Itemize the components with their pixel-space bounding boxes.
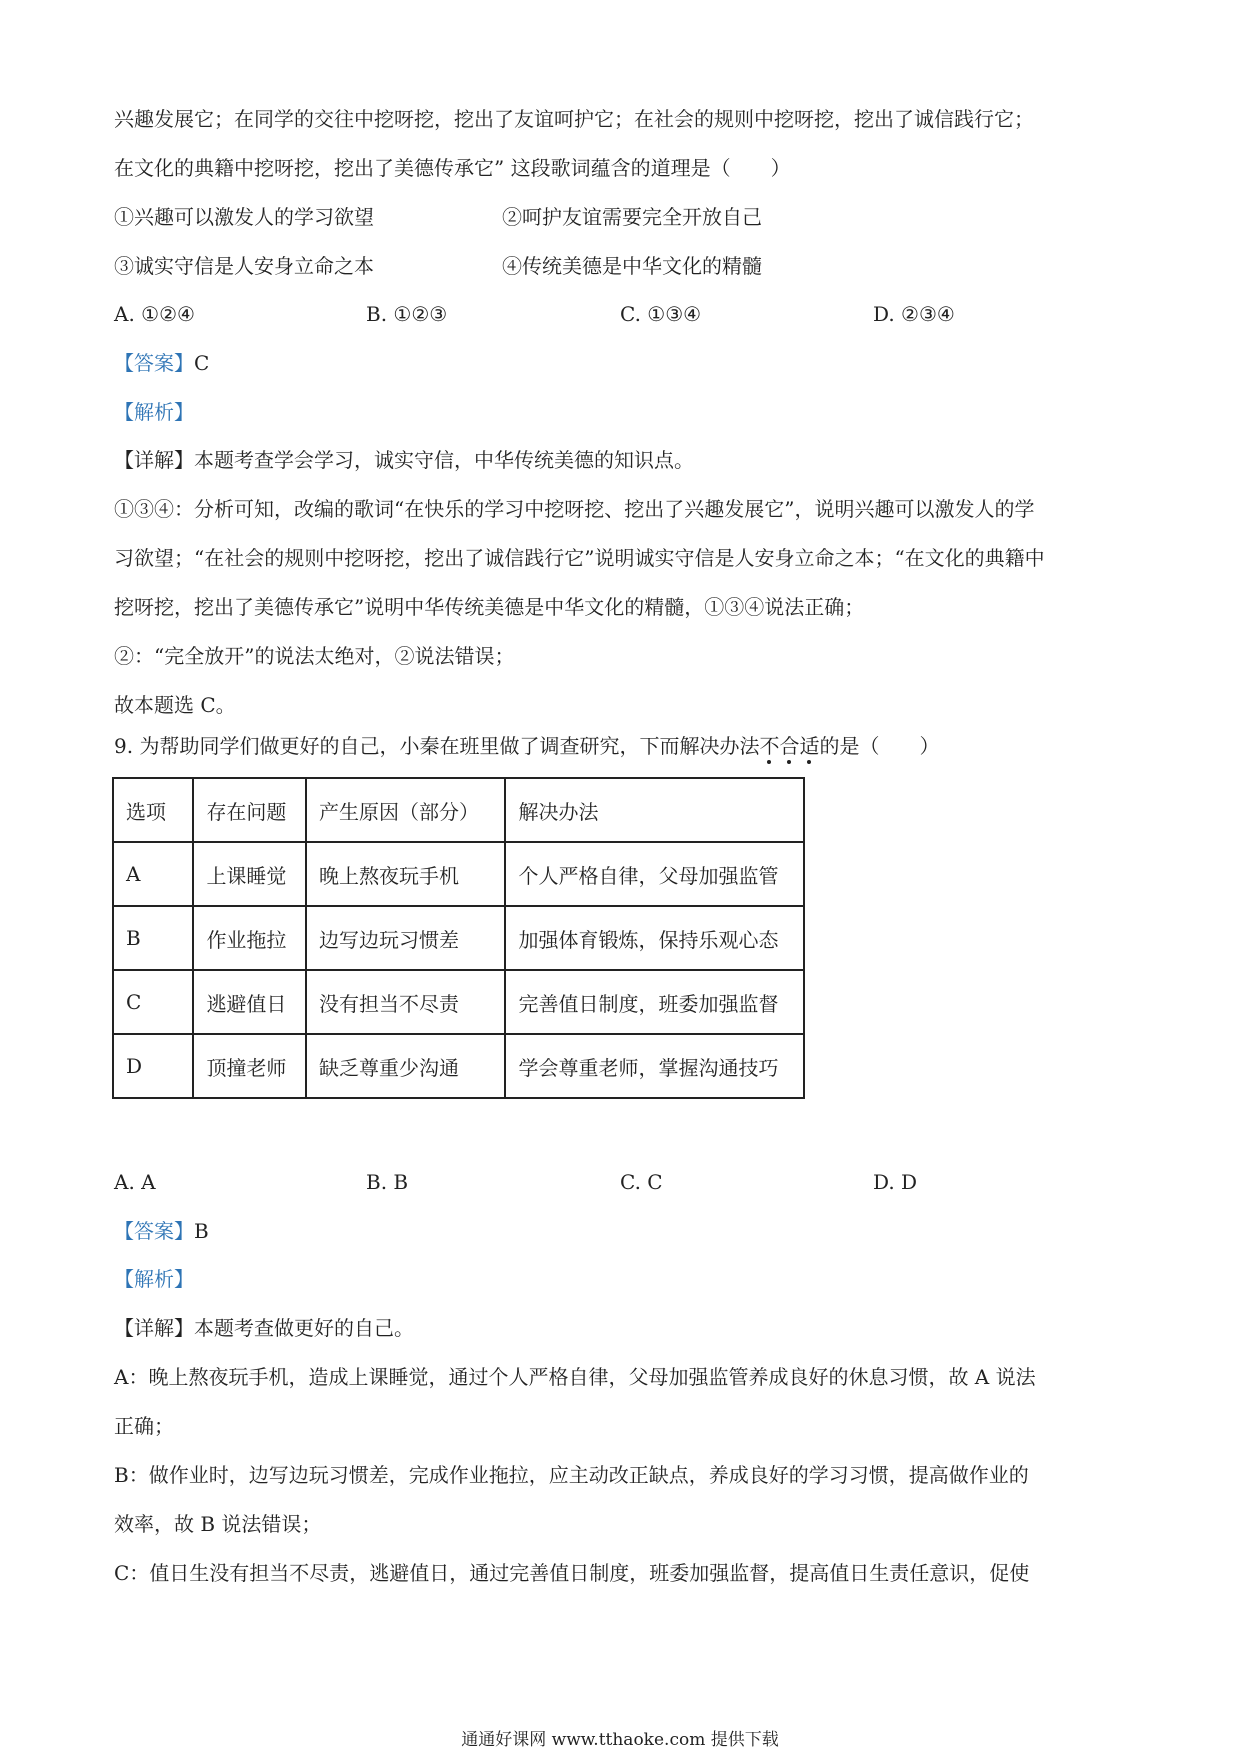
table-cell: 完善值日制度，班委加强监督 <box>505 970 804 1034</box>
table-header-cell: 解决办法 <box>505 778 804 842</box>
answer-tag: 【答案】 <box>114 1219 194 1243</box>
table-header-row <box>113 778 804 842</box>
table-cell: 没有担当不尽责 <box>306 970 505 1034</box>
answer-value: C <box>194 351 210 375</box>
q9-explain-line: B：做作业时，边写边玩习惯差，完成作业拖拉，应主动改正缺点，养成良好的学习习惯，提高做作业的 <box>114 1463 1029 1487</box>
q8-option-c: C. ①③④ <box>620 302 702 326</box>
table-header-cell: 存在问题 <box>193 778 306 842</box>
table-header-cell: 选项 <box>113 778 193 842</box>
table-cell: 加强体育锻炼，保持乐观心态 <box>505 906 804 970</box>
table-cell: 作业拖拉 <box>193 906 306 970</box>
table-cell: 逃避值日 <box>193 970 306 1034</box>
q9-detail <box>114 1316 414 1340</box>
q8-statement-2: ②呵护友谊需要完全开放自己 <box>502 205 762 229</box>
table-cell: C <box>113 970 193 1034</box>
q8-explain-line: 习欲望；“在社会的规则中挖呀挖，挖出了诚信践行它”说明诚实守信是人安身立命之本；“在文化的典籍中 <box>114 546 1045 570</box>
q8-option-a: A. ①②④ <box>114 302 195 326</box>
emphasis-char: 合 <box>779 734 800 758</box>
table-row <box>113 906 804 970</box>
q8-detail <box>114 448 694 472</box>
table-cell: 晚上熬夜玩手机 <box>306 842 505 906</box>
table-row <box>113 842 804 906</box>
q8-stem-line2: 在文化的典籍中挖呀挖，挖出了美德传承它” 这段歌词蕴含的道理是（ ） <box>114 156 791 180</box>
q9-option-a: A. A <box>114 1170 156 1194</box>
q8-explain-line: ②：“完全放开”的说法太绝对，②说法错误； <box>114 644 515 668</box>
q9-stem-text: 的是（ ） <box>819 734 940 758</box>
table-row <box>113 1034 804 1098</box>
q8-explain-line: ①③④：分析可知，改编的歌词“在快乐的学习中挖呀挖、挖出了兴趣发展它”，说明兴趣可以激发人的学 <box>114 497 1035 521</box>
table-cell: B <box>113 906 193 970</box>
detail-tag: 【详解】 <box>114 1316 194 1340</box>
q8-statement-3: ③诚实守信是人安身立命之本 <box>114 254 374 278</box>
q9-stem-text: 9. 为帮助同学们做更好的自己，小秦在班里做了调查研究，下而解决办法 <box>114 734 760 758</box>
detail-text: 本题考查学会学习，诚实守信，中华传统美德的知识点。 <box>194 448 694 472</box>
table-cell: D <box>113 1034 193 1098</box>
table-cell: 缺乏尊重少沟通 <box>306 1034 505 1098</box>
detail-tag: 【详解】 <box>114 448 194 472</box>
q9-explain-line: A：晚上熬夜玩手机，造成上课睡觉，通过个人严格自律，父母加强监管养成良好的休息习惯，故 A 说法 <box>114 1365 1036 1389</box>
q8-statement-4: ④传统美德是中华文化的精髓 <box>502 254 762 278</box>
table-row <box>113 970 804 1034</box>
q9-answer <box>114 1219 209 1243</box>
q8-answer <box>114 351 209 375</box>
page-footer: 通通好课网 www.tthaoke.com 提供下载 <box>461 1730 779 1750</box>
q9-explain-line: 正确； <box>114 1414 174 1438</box>
emphasis-char: 不 <box>759 734 780 758</box>
detail-text: 本题考查做更好的自己。 <box>194 1316 414 1340</box>
table-cell: 学会尊重老师，掌握沟通技巧 <box>505 1034 804 1098</box>
q9-table <box>112 777 805 1099</box>
table-cell: 边写边玩习惯差 <box>306 906 505 970</box>
q9-option-c: C. C <box>620 1170 663 1194</box>
table-cell: A <box>113 842 193 906</box>
q8-explain-line: 故本题选 C。 <box>114 693 236 717</box>
emphasis-char: 适 <box>799 734 820 758</box>
q9-option-b: B. B <box>366 1170 409 1194</box>
q8-analysis-tag: 【解析】 <box>114 400 194 424</box>
table-header-cell: 产生原因（部分） <box>306 778 505 842</box>
q8-statement-1: ①兴趣可以激发人的学习欲望 <box>114 205 374 229</box>
q9-stem <box>114 734 939 758</box>
table-cell: 个人严格自律，父母加强监管 <box>505 842 804 906</box>
answer-tag: 【答案】 <box>114 351 194 375</box>
q9-option-d: D. D <box>873 1170 918 1194</box>
q8-option-d: D. ②③④ <box>873 302 955 326</box>
q9-explain-line: 效率，故 B 说法错误； <box>114 1512 322 1536</box>
q8-option-b: B. ①②③ <box>366 302 448 326</box>
table-cell: 上课睡觉 <box>193 842 306 906</box>
answer-value: B <box>194 1219 209 1243</box>
q9-explain-line: C：值日生没有担当不尽责，逃避值日，通过完善值日制度，班委加强监督，提高值日生责任意识，促使 <box>114 1561 1030 1585</box>
table-cell: 顶撞老师 <box>193 1034 306 1098</box>
q8-stem-line1: 兴趣发展它；在同学的交往中挖呀挖，挖出了友谊呵护它；在社会的规则中挖呀挖，挖出了诚信践行它； <box>114 107 1034 131</box>
q8-explain-line: 挖呀挖，挖出了美德传承它”说明中华传统美德是中华文化的精髓，①③④说法正确； <box>114 595 865 619</box>
q9-analysis-tag: 【解析】 <box>114 1267 194 1291</box>
